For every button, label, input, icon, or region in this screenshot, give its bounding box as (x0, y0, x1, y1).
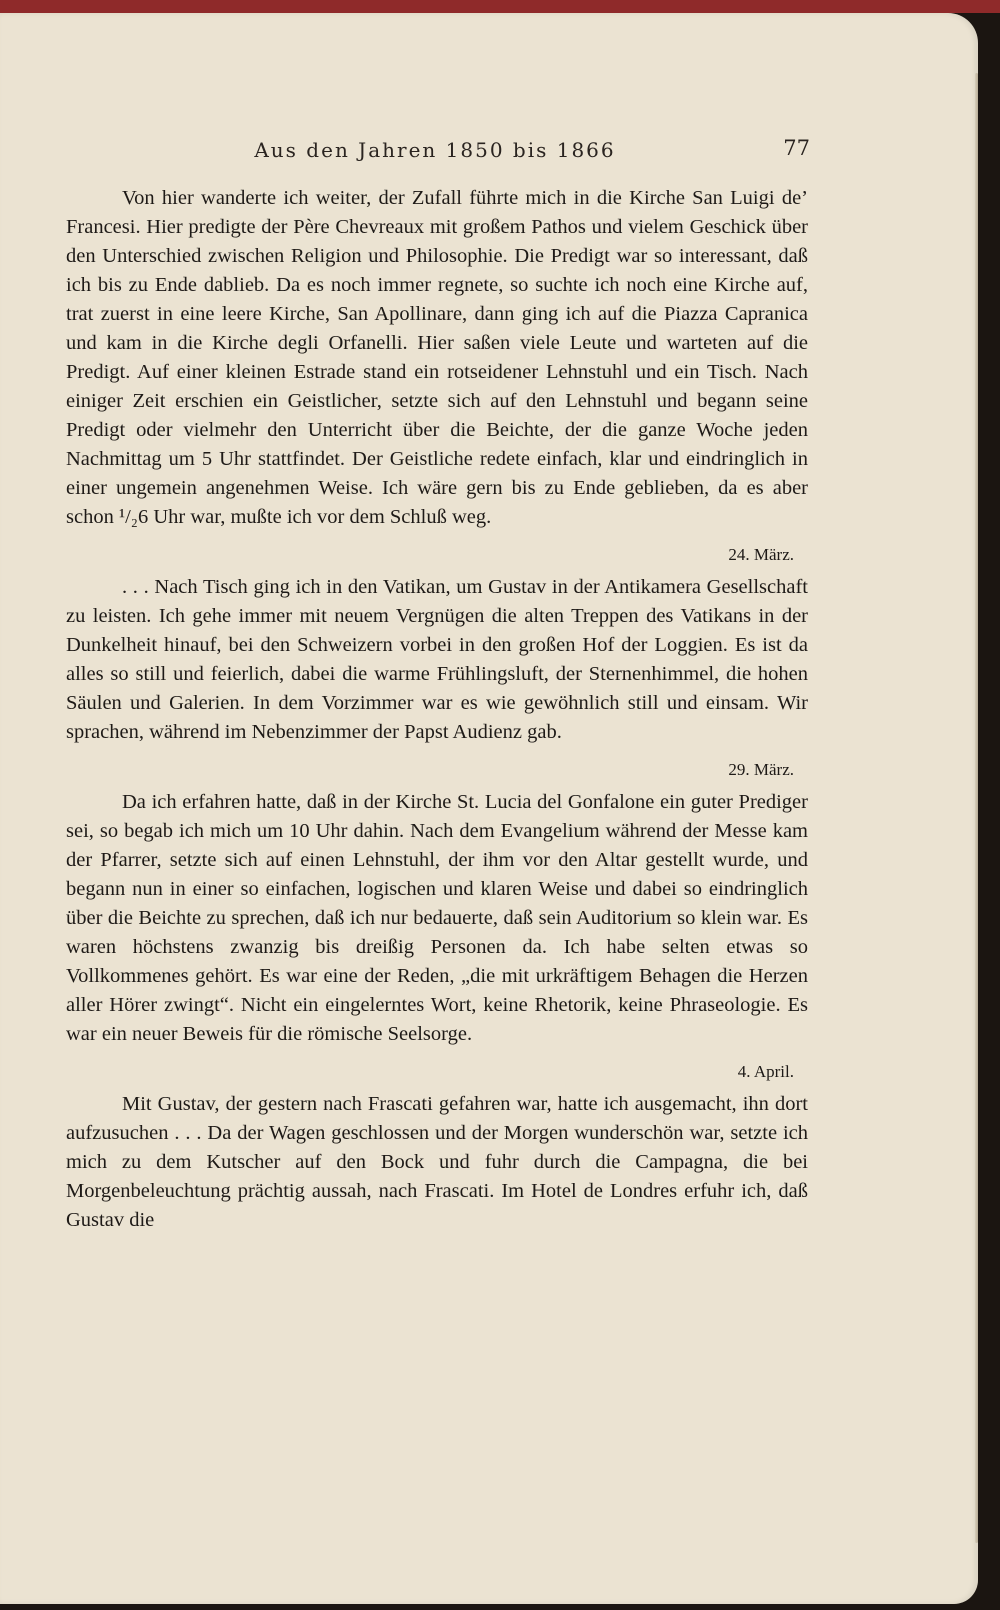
paragraph: Da ich erfahren hatte, daß in der Kirche St. Lucia del Gonfalone ein guter Prediger sei, so begab ich mich um 10 Uhr dahin. Nach dem Evangelium während der Messe kam der Pfarrer, setzte sich auf einen Lehnstuhl, der ihm vor den Altar gestellt wurde, und begann nun in einer so einfachen, logischen und klaren Weise und dabei so eindringlich über die Beichte zu sprechen, daß ich nur bedauerte, daß sein Auditorium so klein war. Es waren höchstens zwanzig bis dreißig Personen da. Ich habe selten etwas so Vollkommenes gehört. Es war eine der Reden, „die mit urkräftigem Behagen die Herzen aller Hörer zwingt“. Nicht ein eingelerntes Wort, keine Rhetorik, keine Phraseologie. Es war ein neuer Beweis für die römische Seelsorge. (66, 791, 808, 1045)
page-fore-edge (975, 73, 978, 1543)
paragraph: Von hier wanderte ich weiter, der Zufall führte mich in die Kirche San Luigi de’ Francesi. Hier predigte der Père Chevreaux mit großem Pathos und vielem Geschick über den Unterschied zwischen Religion und Philosophie. Die Predigt war so interessant, daß ich bis zu Ende dablieb. Da es noch immer regnete, so suchte ich noch eine Kirche auf, trat zuerst in eine leere Kirche, San Apollinare, dann ging ich auf die Piazza Capranica und kam in die Kirche degli Orfanelli. Hier saßen viele Leute und warteten auf die Predigt. Auf einer kleinen Estrade stand ein rotseidener Lehnstuhl und ein Tisch. Nach einiger Zeit erschien ein Geistlicher, setzte sich auf den Lehnstuhl und begann seine Predigt oder vielmehr den Unterricht über die Beichte, der die ganze Woche jeden Nachmittag um 5 Uhr stattfindet. Der Geistliche redete einfach, klar und eindringlich in einer ungemein angenehmen Weise. Ich wäre gern bis zu Ende geblieben, da es aber schon ¹/₂6 Uhr war, mußte ich vor dem Schluß weg. (66, 187, 808, 528)
red-edge-strip (0, 0, 1000, 13)
page-body (66, 184, 808, 1235)
paragraph: Mit Gustav, der gestern nach Frascati gefahren war, hatte ich ausgemacht, ihn dort aufzusuchen . . . Da der Wagen geschlossen und der Morgen wunderschön war, setzte ich mich zu dem Kutscher auf den Bock und fuhr durch die Campagna, die bei Morgenbeleuchtung prächtig aussah, nach Frascati. Im Hotel de Londres erfuhr ich, daß Gustav die (66, 1093, 808, 1231)
diary-date: 24. März. (728, 545, 794, 564)
running-header: Aus den Jahren 1850 bis 1866 (254, 138, 616, 162)
paragraph: . . . Nach Tisch ging ich in den Vatikan, um Gustav in der Antikamera Gesellschaft zu leisten. Ich gehe immer mit neuem Vergnügen die alten Treppen des Vatikans in der Dunkelheit hinauf, bei den Schweizern vorbei in den großen Hof der Loggien. Es ist da alles so still und feierlich, dabei die warme Frühlingsluft, der Sternenhimmel, die hohen Säulen und Galerien. In dem Vorzimmer war es wie gewöhnlich still und einsam. Wir sprachen, während im Nebenzimmer der Papst Audienz gab. (66, 576, 808, 743)
diary-date: 29. März. (728, 760, 794, 779)
page-number: 77 (783, 136, 810, 160)
diary-date: 4. April. (737, 1062, 794, 1081)
